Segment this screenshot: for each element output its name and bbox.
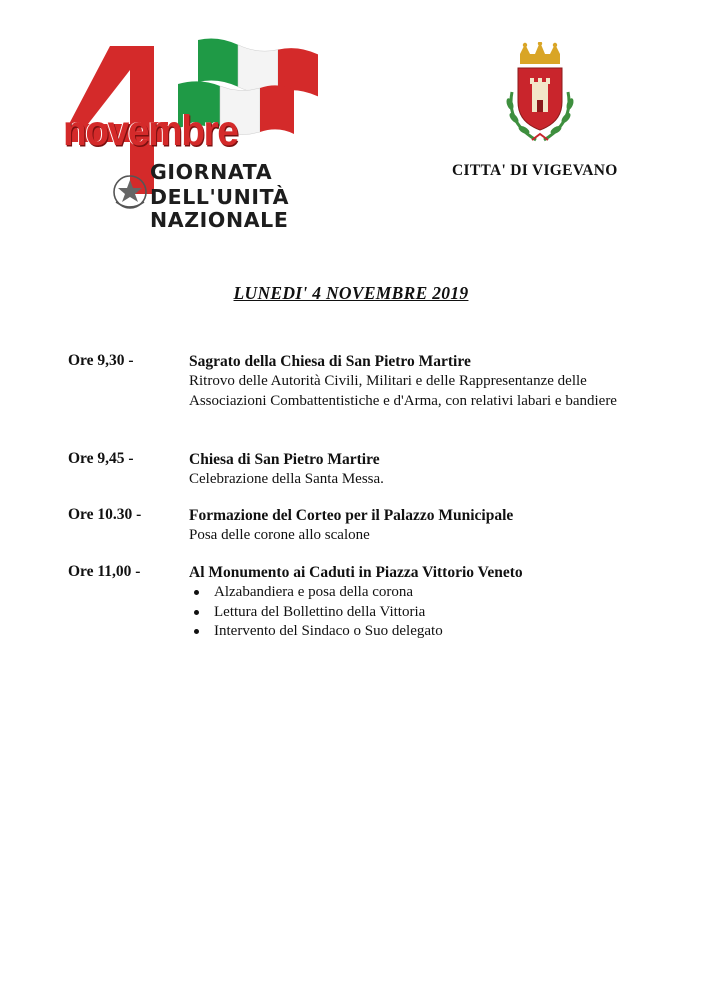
entry-place: Sagrato della Chiesa di San Pietro Martire: [189, 353, 471, 370]
bullet-icon: [194, 590, 199, 595]
bullet-icon: [194, 629, 199, 634]
list-item: [189, 583, 659, 603]
city-name: CITTA' DI VIGEVANO: [452, 162, 618, 179]
list-item: [189, 622, 659, 642]
entry-time: Ore 9,45 -: [68, 450, 134, 467]
entry-place: Formazione del Corteo per il Palazzo Municipale: [189, 507, 514, 524]
entry-place: Chiesa di San Pietro Martire: [189, 451, 380, 468]
entry-time: Ore 9,30 -: [68, 352, 134, 369]
city-crest-icon: [498, 42, 582, 150]
entry-time: Ore 11,00 -: [68, 563, 141, 580]
date-title: LUNEDI' 4 NOVEMBRE 2019: [233, 283, 469, 303]
entry-description: Ritrovo delle Autorità Civili, Militari e delle Rappresentanze delle Associazioni Combattentistiche e d'Arma, con relativi labari e bandiere: [189, 373, 617, 409]
four-november-logo: [58, 34, 328, 234]
logo-line-unita: DELL'UNITÀ: [150, 185, 290, 209]
entry-description: Celebrazione della Santa Messa.: [189, 471, 384, 487]
entry-time: Ore 10.30 -: [68, 506, 142, 523]
logo-word-novembre: novembre: [63, 107, 238, 156]
entry-place: Al Monumento ai Caduti in Piazza Vittorio Veneto: [189, 564, 523, 581]
list-item-text: Intervento del Sindaco o Suo delegato: [214, 623, 443, 639]
bullet-icon: [194, 610, 199, 615]
list-item: [189, 603, 659, 623]
logo-line-giornata: GIORNATA: [150, 160, 273, 184]
entry-description: Posa delle corone allo scalone: [189, 527, 370, 543]
logo-line-nazionale: NAZIONALE: [150, 208, 289, 232]
list-item-text: Alzabandiera e posa della corona: [214, 584, 414, 600]
crown-icon: [520, 42, 560, 64]
list-item-text: Lettura del Bollettino della Vittoria: [214, 603, 426, 620]
ceremony-list: [189, 583, 659, 642]
tower-icon: [530, 78, 550, 112]
